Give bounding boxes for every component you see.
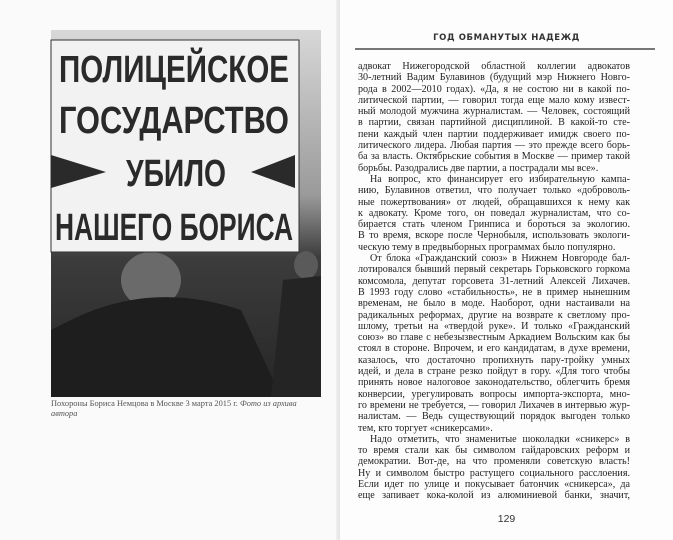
text-line: к адвокату. Кроме того, он поведал журналистам, что со- — [358, 207, 630, 219]
sign-line-1: ПОЛИЦЕЙСКОЕ — [59, 49, 355, 91]
text-line: го времени не требуется, — говорил Лихачев в интервью жур- — [358, 399, 630, 411]
text-line: лотировался бывший первый секретарь Горьковского горкома — [358, 264, 630, 276]
caption-credit: Фото из архива автора — [51, 399, 297, 418]
text-line: радикальных реформах, другие на возврате к светлому про- — [358, 309, 630, 321]
text-line: стоял в стороне. Впрочем, и его кандидатам, в духе времени, — [358, 343, 630, 355]
text-line: нию, Булавинов ответил, что получает только «доброволь- — [358, 185, 630, 197]
photo-illustration — [51, 30, 355, 397]
text-line: пени каждый член партии поддерживает имидж своего по- — [358, 128, 630, 140]
running-head: ГОД ОБМАНУТЫХ НАДЕЖД — [433, 33, 580, 43]
text-line: ные пожертвования» от людей, обращавшихся к нему как — [358, 196, 630, 208]
text-line: 30-летний Вадим Булавинов (будущий мэр Нижнего Новго- — [358, 72, 630, 84]
text-line: налистам. — Ведь существующий порядок выгоден только — [358, 411, 630, 423]
page-number: 129 — [497, 513, 516, 525]
text-line: идей, и дела в стране резко пойдут в гору. «Для того чтобы — [358, 366, 630, 378]
text-line: в партии, связан партийной дисциплиной. В какой-то сте- — [358, 117, 630, 129]
text-line: бирается стать членом Гринписа и бороться за экологию. — [358, 219, 630, 231]
text-line: литического лидера. Любая партия — это прежде всего борь- — [358, 140, 630, 152]
text-line: ба за власть. Октябрьские события в Москве — пример такой — [358, 151, 630, 163]
text-line: ный молодой мужчина журналистам. — Человек, состоящий — [358, 106, 630, 118]
text-line: казалось, что достаточно пропихнуть пару-тройку умных — [358, 354, 630, 366]
text-line: борьбы. Разодрались две партии, а пострадали мы все». — [358, 162, 599, 174]
text-line: В 1993 году слово «стабильность», не в пример нынешним — [358, 286, 630, 298]
text-line: Надо отметить, что знаменитые шоколадки «сникерс» в — [370, 433, 630, 445]
text-line: рода в 2002—2010 годах). «Да, я не состою ни в какой по- — [358, 83, 630, 95]
text-line: тем, кто торгует «сникерсами». — [358, 422, 493, 434]
text-line: В то время, вскоре после Чернобыля, использовать экологи- — [358, 230, 630, 242]
text-line: Если идет по улице и покусывает батончик «сникерса», да — [358, 478, 630, 490]
body-text — [358, 61, 630, 502]
sign-line-4: НАШЕГО БОРИСА — [55, 207, 293, 249]
text-line: ческую тему в предвыборных программах было популярно. — [358, 241, 616, 253]
text-line: еще запивает кока-колой из алюминиевой банки, значит, — [358, 490, 630, 502]
photo-caption — [51, 399, 321, 419]
text-line: конверсии, урегулировать вопросы импорта-экспорта, мно- — [358, 388, 630, 400]
bystander-head — [294, 251, 318, 279]
text-line: то время стали как бы символом гайдаровских реформ и — [358, 445, 630, 457]
sign-line-3: УБИЛО — [126, 153, 226, 195]
caption-text: Похороны Бориса Немцова в Москве 3 марта 2015 г. — [51, 399, 240, 408]
text-line: адвокат Нижегородской областной коллегии адвокатов — [358, 61, 630, 72]
text-line: От блока «Гражданский союз» в Нижнем Новгороде бал- — [370, 253, 630, 265]
sign-line-2: ГОСУДАРСТВО — [59, 100, 289, 142]
text-line: шлому, третьи на «твердой руке». И только «Гражданский — [358, 320, 630, 332]
text-line: На вопрос, кто финансирует его избирательную кампа- — [370, 173, 630, 185]
text-line: комсомола, депутат горсовета 31-летний Алексей Лихачев. — [358, 275, 630, 287]
text-line: принять новое налоговое законодательство, облегчить бремя — [358, 377, 630, 389]
text-line: временам, не было в моде. Наоборот, одни настаивали на — [358, 298, 630, 310]
text-line: союз» во главе с небезызвестным Аркадием Вольским как бы — [358, 332, 630, 344]
text-line: демократии. Вот-де, на что променяли советскую власть! — [358, 456, 630, 468]
text-line: Ну и символом быстро растущего социального расслоения. — [358, 467, 630, 479]
text-line: литической партии, — говорил тогда еще мало кому извест- — [358, 94, 630, 106]
protest-photo — [51, 30, 355, 397]
header-rule — [355, 48, 655, 50]
